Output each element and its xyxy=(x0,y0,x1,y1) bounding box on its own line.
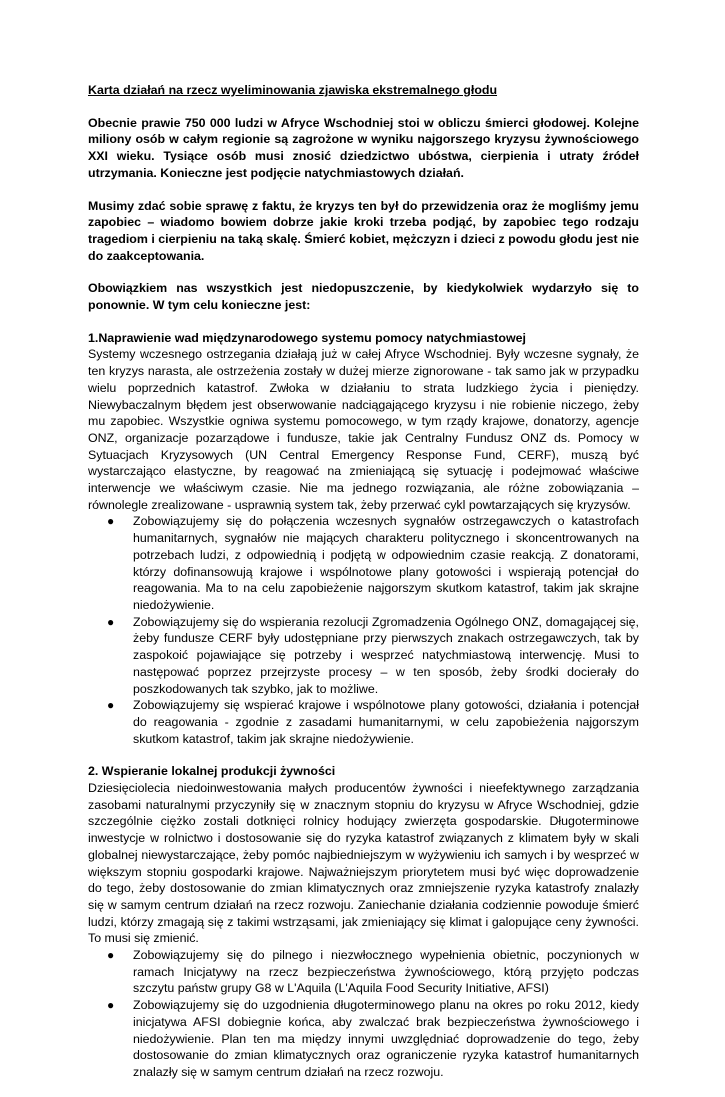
list-item xyxy=(107,614,639,698)
list-item xyxy=(107,997,639,1081)
list-item-text: Zobowiązujemy się do pilnego i niezwłocznego wypełnienia obietnic, poczynionych w ramach Inicjatywy na rzecz bezpieczeństwa żywnościowego, którą przyjęto podczas szczytu państw grupy G8 w L'Aquila (L'Aquila Food Security Initiative, AFSI) xyxy=(133,948,639,996)
section-heading: 2. Wspieranie lokalnej produkcji żywności xyxy=(88,764,336,779)
list-item-text: Zobowiązujemy się wspierać krajowe i wspólnotowe plany gotowości, działania i potencjał do reagowania - zgodnie z zasadami humanitarnymi, w celu zapobieżenia najgorszym skutkom katastrof, takim jak skrajne niedożywienie. xyxy=(133,698,639,746)
list-item-text: Zobowiązujemy się do połączenia wczesnych sygnałów ostrzegawczych o katastrofach humanitarnych, sygnałów nie mających charakteru politycznego i skoncentrowanych na potrzebach ludzi, z odpowiednią i podjętą w odpowiednim czasie reakcją. Z donatorami, którzy dofinansowują krajowe i wspólnotowe plany gotowości i wspierają potencjał do reagowania. Ma to na celu zapobieżenie najgorszym skutkom katastrof, takim jak skrajne niedożywienie. xyxy=(133,514,639,612)
bullet-icon: ● xyxy=(107,614,115,629)
list-item-text: Zobowiązujemy się do wspierania rezolucji Zgromadzenia Ogólnego ONZ, domagającej się, żeby fundusze CERF były udostępniane przy pierwszych znakach ostrzegawczych, tak by zaspokoić pojawiające się potrzeby i wesprzeć natychmiastową interwencję. Musi to następować poprzez przejrzyste procesy – w ten sposób, żeby środki docierały do poszkodowanych tak szybko, jak to możliwe. xyxy=(133,614,639,696)
section-body: Systemy wczesnego ostrzegania działają już w całej Afryce Wschodniej. Były wczesne sygnały, że ten kryzys narasta, ale ostrzeżenia zostały w dużej mierze zignorowane - tak samo jak w przypadku wielu poprzednich katastrof. Zwłoka w działaniu to strata ludzkiego życia i pieniędzy. Niewybaczalnym błędem jest obserwowanie nadciągającego kryzysu i nie robienie niczego, żeby mu zapobiec. Wszystkie ogniwa systemu pomocowego, w tym rządy krajowe, donatorzy, agencje ONZ, organizacje pozarządowe i fundusze, takie jak Centralny Fundusz ONZ ds. Pomocy w Sytuacjach Kryzysowych (UN Central Emergency Response Fund, CERF), muszą być wystarczająco elastyczne, by reagować na zmieniającą się sytuację i podejmować właściwe interwencje we właściwym czasie. Nie ma jednego rozwiązania, ale różne zobowiązania – równolegle zrealizowane - usprawnią system tak, żeby przerwać cykl powtarzających się kryzysów. xyxy=(88,347,639,512)
bullet-icon: ● xyxy=(107,998,115,1013)
list-item xyxy=(107,947,639,997)
bullet-list xyxy=(88,513,639,747)
document-page xyxy=(88,82,639,1097)
section-heading: 1.Naprawienie wad międzynarodowego systemu pomocy natychmiastowej xyxy=(88,330,526,345)
intro-paragraph: Musimy zdać sobie sprawę z faktu, że kryzys ten był do przewidzenia oraz że mogliśmy jemu zapobiec – wiadomo bowiem dobrze jakie kroki trzeba podjąć, by zapobiec tego rodzaju tragediom i cierpieniu na taką skalę. Śmierć kobiet, mężczyzn i dzieci z powodu głodu jest nie do zaakceptowania. xyxy=(88,198,639,263)
intro-paragraph: Obecnie prawie 750 000 ludzi w Afryce Wschodniej stoi w obliczu śmierci głodowej. Kolejne miliony osób w całym regionie są zagrożone w wyniku najgorszego kryzysu żywnościowego XXI wieku. Tysiące osób musi znosić dziedzictwo ubóstwa, cierpienia i utraty źródeł utrzymania. Konieczne jest podjęcie natychmiastowych działań. xyxy=(88,115,639,180)
bullet-icon: ● xyxy=(107,698,115,713)
section-local-food-production xyxy=(88,763,639,1080)
section-emergency-aid xyxy=(88,330,639,748)
section-body: Dziesięciolecia niedoinwestowania małych producentów żywności i nieefektywnego zarządzania zasobami naturalnymi przyczyniły się w znacznym stopniu do kryzysu w Afryce Wschodniej, gdzie szczególnie ciężko zostali dotknięci rolnicy hodujący zwierzęta gospodarskie. Długoterminowe inwestycje w rolnictwo i dostosowanie się do ryzyka katastrof związanych z klimatem były w skali globalnej niewystarczające, żeby pomóc najbiedniejszym w wyżywieniu ich samych i by wesprzeć w większym stopniu gospodarki krajowe. Najważniejszym priorytetem musi być więc doprowadzenie do tego, żeby dostosowanie do zmian klimatycznych oraz zmniejszenie ryzyka katastrofy znalazły się w samym centrum działań na rzecz rozwoju. Zaniechanie działania codziennie powoduje śmierć ludzi, którzy zmagają się z takimi wstrząsami, jak zmieniający się klimat i galopujące ceny żywności. To musi się zmienić. xyxy=(88,781,639,946)
bullet-icon: ● xyxy=(107,514,115,529)
list-item xyxy=(107,513,639,613)
bullet-list xyxy=(88,947,639,1081)
document-title: Karta działań na rzecz wyeliminowania zjawiska ekstremalnego głodu xyxy=(88,83,498,97)
bullet-icon: ● xyxy=(107,948,115,963)
list-item-text: Zobowiązujemy się do uzgodnienia długoterminowego planu na okres po roku 2012, kiedy inicjatywa AFSI dobiegnie końca, aby zwalczać brak bezpieczeństwa żywnościowego i niedożywienie. Plan ten ma między innymi uwzględniać doprowadzenie do tego, żeby dostosowanie do zmian klimatycznych oraz ograniczenie ryzyka katastrof humanitarnych znalazły się w samym centrum działań na rzecz rozwoju. xyxy=(133,998,639,1079)
intro-paragraph: Obowiązkiem nas wszystkich jest niedopuszczenie, by kiedykolwiek wydarzyło się to ponownie. W tym celu konieczne jest: xyxy=(88,281,639,313)
list-item xyxy=(107,697,639,747)
